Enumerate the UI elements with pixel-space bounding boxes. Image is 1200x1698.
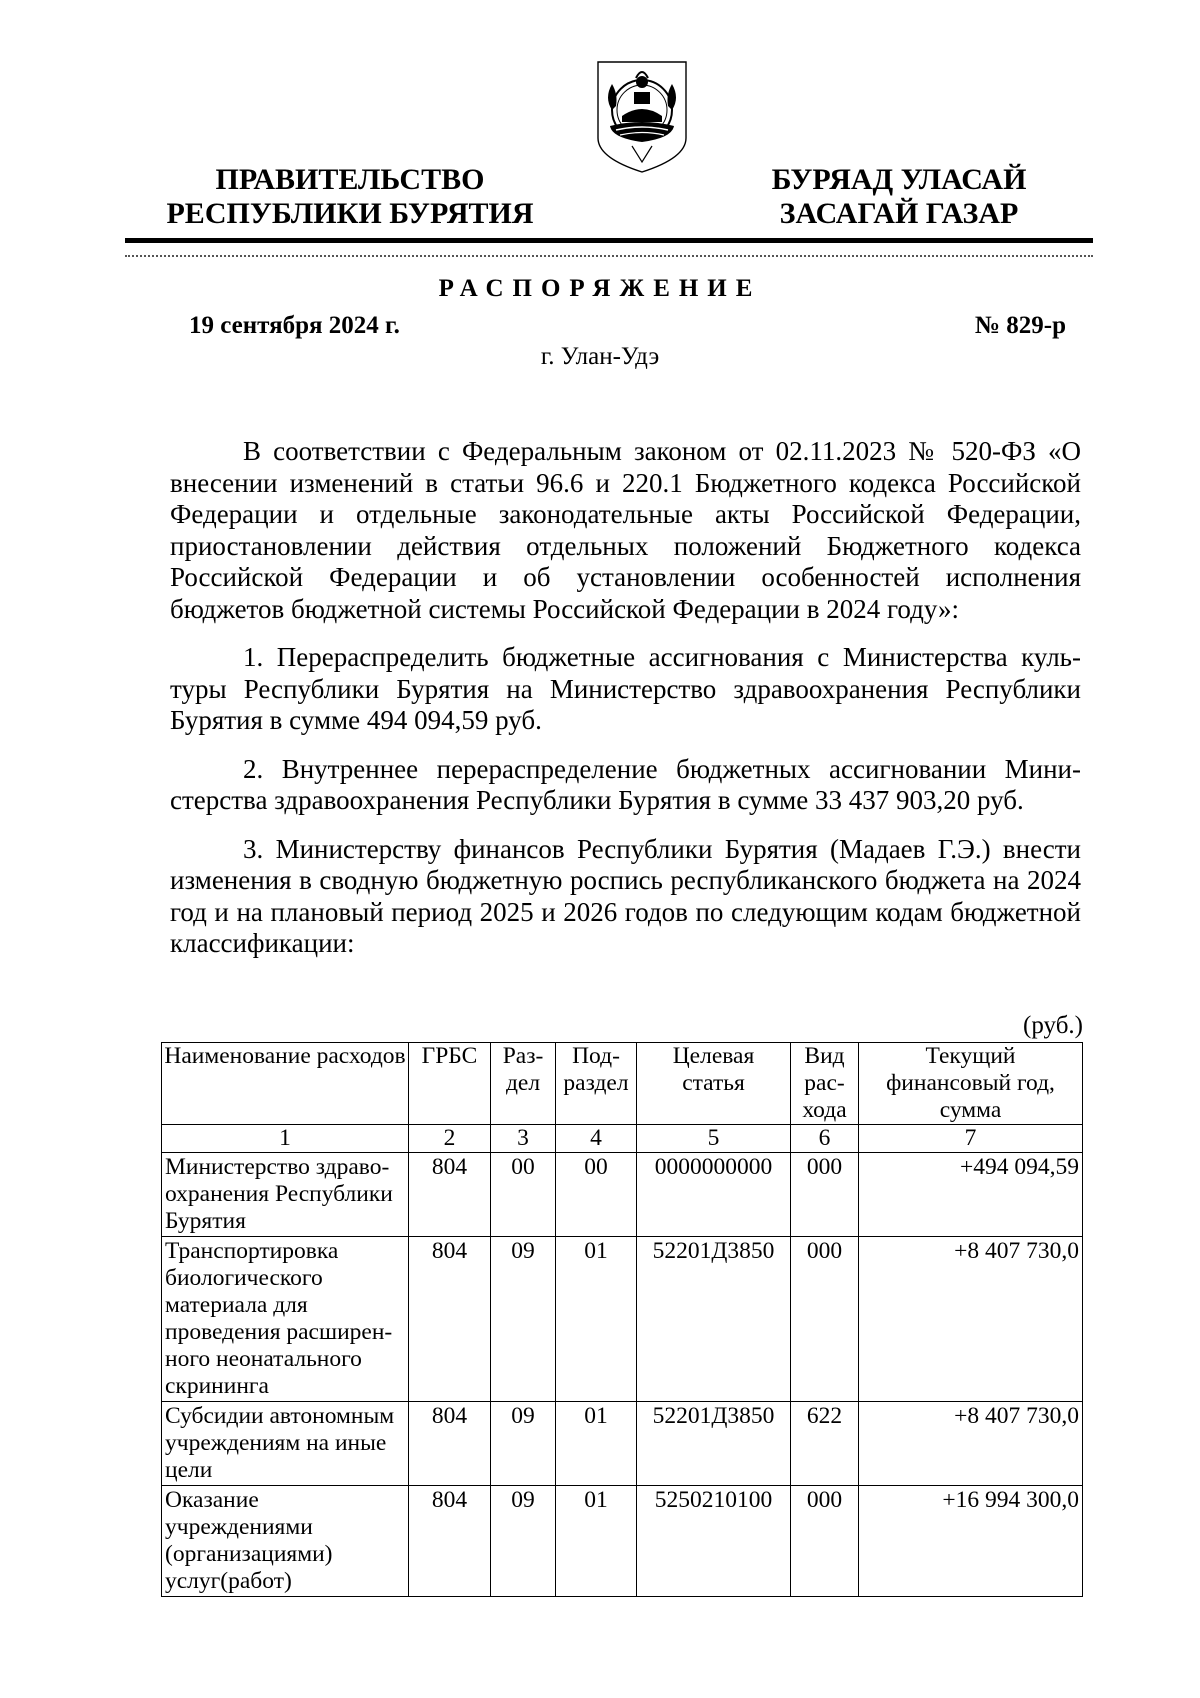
document-date: 19 сентября 2024 г. <box>189 312 400 339</box>
cell-name: Оказание учреждениями (организациями) услуг(работ) <box>162 1486 409 1597</box>
document-body <box>170 436 1081 960</box>
column-number: 5 <box>637 1125 791 1153</box>
header-divider-dotted <box>125 255 1093 257</box>
column-number: 7 <box>859 1125 1083 1153</box>
cell-article: 5250210100 <box>637 1486 791 1597</box>
cell-podrazdel: 01 <box>556 1402 637 1486</box>
cell-grbs: 804 <box>409 1237 491 1402</box>
cell-razdel: 09 <box>491 1402 556 1486</box>
cell-article: 0000000000 <box>637 1153 791 1237</box>
cell-sum: +8 407 730,0 <box>859 1402 1083 1486</box>
preamble-paragraph: В соответствии с Федеральным законом от 02.11.2023 № 520-ФЗ «О внесении изменений в статьи 96.6 и 220.1 Бюджетного кодекса Российской Федерации и отдельные законодательные акты Российской Федерации, приостановлении действия отдельных положений Бюджетного кодекса Российской Федерации и об установлении особенностей исполнения бюджетов бюджетной системы Российской Федерации в 2024 году»: <box>170 436 1081 624</box>
item-1-paragraph: 1. Перераспределить бюджетные ассигнования с Министерства культуры Республики Бурятия на Министерство здравоохранения Республики Бурятия в сумме 494 094,59 руб. <box>170 642 1081 735</box>
table-row <box>162 1237 1083 1402</box>
item-3-paragraph: 3. Министерству финансов Республики Бурятия (Мадаев Г.Э.) внести изменения в сводную бюджетную роспись республиканского бюджета на 2024 год и на плановый период 2025 и 2026 годов по следующим кодам бюджетной классификации: <box>170 833 1081 958</box>
cell-article: 52201Д3850 <box>637 1237 791 1402</box>
item-2-paragraph: 2. Внутреннее перераспределение бюджетных ассигновании Министерства здравоохранения Республики Бурятия в сумме 33 437 903,20 руб. <box>170 753 1081 815</box>
cell-vid: 622 <box>791 1402 859 1486</box>
cell-razdel: 00 <box>491 1153 556 1237</box>
header-article: Целевая статья <box>637 1043 791 1125</box>
header-name: Наименование расходов <box>162 1043 409 1125</box>
header-divider-thick <box>125 238 1093 243</box>
header-vid: Вид расхода <box>791 1043 859 1125</box>
header-right <box>734 163 1064 231</box>
column-number: 2 <box>409 1125 491 1153</box>
cell-razdel: 09 <box>491 1237 556 1402</box>
header-podrazdel: Подраздел <box>556 1043 637 1125</box>
table-row <box>162 1153 1083 1237</box>
cell-razdel: 09 <box>491 1486 556 1597</box>
table-unit-label: (руб.) <box>1023 1012 1083 1039</box>
cell-vid: 000 <box>791 1237 859 1402</box>
table-header-row <box>162 1043 1083 1125</box>
column-number: 1 <box>162 1125 409 1153</box>
header-left <box>150 163 550 231</box>
cell-podrazdel: 00 <box>556 1153 637 1237</box>
document-number: № 829-р <box>974 312 1066 339</box>
budget-table <box>161 1042 1083 1597</box>
column-number: 3 <box>491 1125 556 1153</box>
cell-name: Министерство здравоохранения Республики Бурятия <box>162 1153 409 1237</box>
cell-sum: +16 994 300,0 <box>859 1486 1083 1597</box>
cell-sum: +8 407 730,0 <box>859 1237 1083 1402</box>
cell-vid: 000 <box>791 1153 859 1237</box>
column-number: 6 <box>791 1125 859 1153</box>
document-title: РАСПОРЯЖЕНИЕ <box>438 275 762 302</box>
coat-of-arms-icon <box>592 58 692 176</box>
cell-vid: 000 <box>791 1486 859 1597</box>
header-right-line2: ЗАСАГАЙ ГАЗАР <box>779 197 1019 230</box>
cell-grbs: 804 <box>409 1153 491 1237</box>
header-right-line1: БУРЯАД УЛАСАЙ <box>771 163 1027 196</box>
header-left-line2: РЕСПУБЛИКИ БУРЯТИЯ <box>166 197 534 230</box>
document-city: г. Улан-Удэ <box>540 343 660 370</box>
table-row <box>162 1402 1083 1486</box>
table-row <box>162 1486 1083 1597</box>
cell-article: 52201Д3850 <box>637 1402 791 1486</box>
column-number: 4 <box>556 1125 637 1153</box>
header-left-line1: ПРАВИТЕЛЬСТВО <box>215 163 485 196</box>
cell-sum: +494 094,59 <box>859 1153 1083 1237</box>
header-grbs: ГРБС <box>409 1043 491 1125</box>
cell-name: Субсидии автономным учреждениям на иные цели <box>162 1402 409 1486</box>
table-column-numbers-row <box>162 1125 1083 1153</box>
cell-grbs: 804 <box>409 1402 491 1486</box>
header-razdel: Раздел <box>491 1043 556 1125</box>
cell-grbs: 804 <box>409 1486 491 1597</box>
cell-name: Транспортировка биологического материала для проведения расширенного неонатального скрининга <box>162 1237 409 1402</box>
cell-podrazdel: 01 <box>556 1486 637 1597</box>
header-sum: Текущий финансовый год, сумма <box>859 1043 1083 1125</box>
cell-podrazdel: 01 <box>556 1237 637 1402</box>
